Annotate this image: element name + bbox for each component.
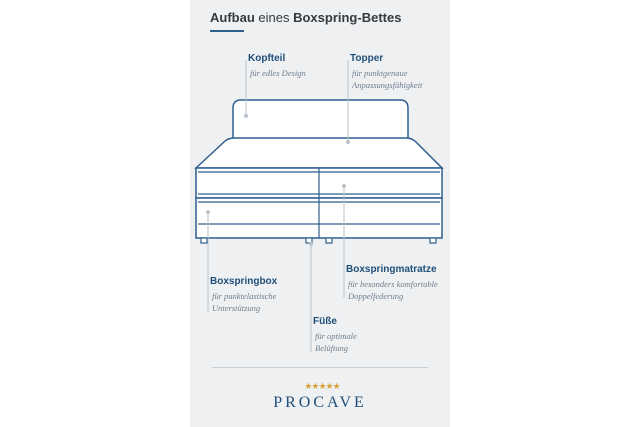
topper-shape bbox=[196, 138, 442, 168]
foot-mid-right bbox=[326, 238, 332, 243]
label-topper: Topper bbox=[350, 53, 384, 64]
desc-matratze-line1: für besonders komfortable bbox=[348, 279, 438, 289]
headboard-shape bbox=[233, 100, 408, 140]
brand-stars: ★★★★★ bbox=[304, 381, 340, 391]
desc-matratze-line2: Doppelfederung bbox=[348, 291, 404, 301]
desc-topper-line1: für punktgenaue bbox=[352, 68, 408, 78]
desc-topper-line2: Anpassungsfähigkeit bbox=[352, 80, 423, 90]
desc-kopfteil: für edles Design bbox=[250, 68, 306, 78]
page-title: Aufbau eines Boxspring-Bettes bbox=[210, 10, 402, 25]
desc-fuesse-line2: Belüftung bbox=[315, 343, 349, 353]
label-boxspringmatratze: Boxspringmatratze bbox=[346, 264, 437, 275]
footer-divider bbox=[212, 367, 428, 368]
label-fuesse: Füße bbox=[313, 316, 337, 327]
foot-right bbox=[430, 238, 436, 243]
foot-left bbox=[201, 238, 207, 243]
desc-boxspringbox-line1: für punktelastische bbox=[212, 291, 277, 301]
label-boxspringbox: Boxspringbox bbox=[210, 276, 278, 287]
brand-logo: PROCAVE bbox=[273, 394, 367, 411]
label-kopfteil: Kopfteil bbox=[248, 53, 286, 64]
desc-boxspringbox-line2: Unterstützung bbox=[212, 303, 261, 313]
desc-fuesse-line1: für optimale bbox=[315, 331, 357, 341]
